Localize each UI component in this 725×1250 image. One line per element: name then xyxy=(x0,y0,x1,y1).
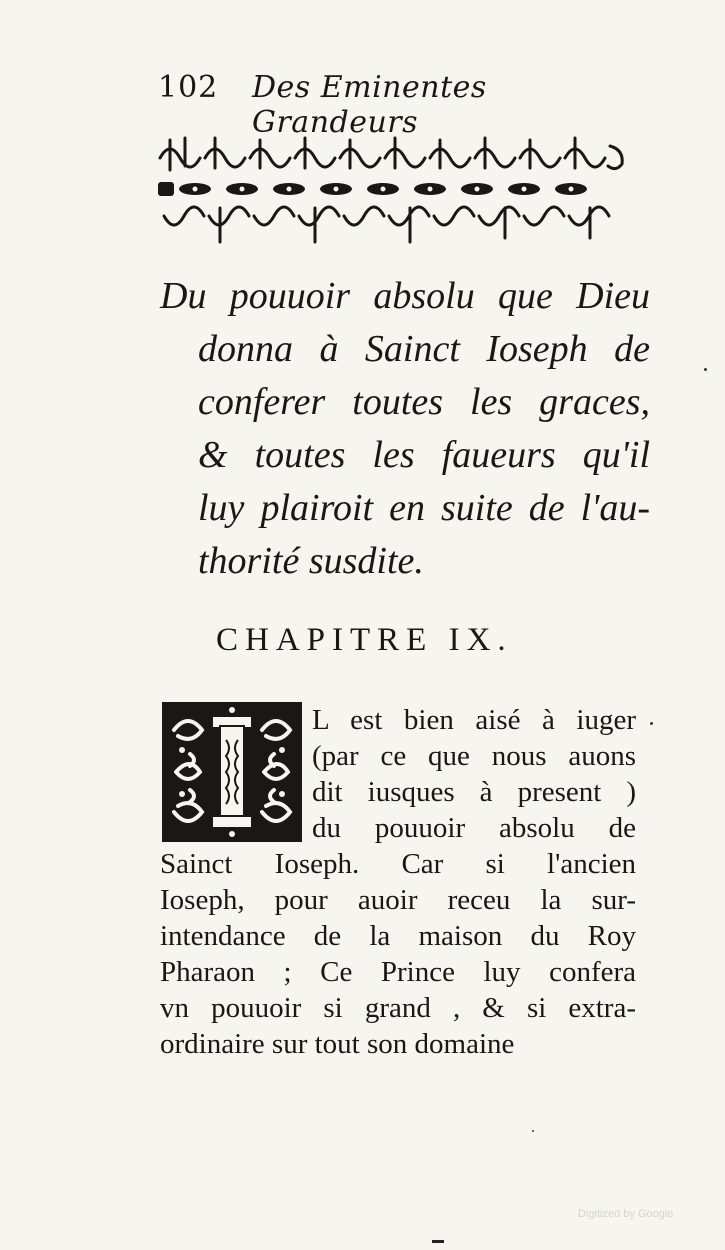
body-text xyxy=(160,702,636,1062)
watermark: Digitized by Google xyxy=(578,1208,674,1220)
heading-line: & toutes les faueurs qu'il xyxy=(198,434,650,476)
heading-line: conferer toutes les graces, xyxy=(198,381,650,423)
body-line: (par ce que nous auons xyxy=(312,740,636,772)
body-line: du pouuoir absolu de xyxy=(312,812,636,844)
fleuron-ornament xyxy=(150,128,650,248)
body-line: vn pouuoir si grand , & si extra- xyxy=(160,992,636,1024)
body-line: Sainct Ioseph. Car si l'ancien xyxy=(160,848,636,880)
heading-line: luy plairoit en suite de l'au- xyxy=(198,487,650,529)
body-line: L est bien aisé à iuger xyxy=(312,704,636,736)
body-line: ordinaire sur tout son domaine xyxy=(160,1028,515,1060)
body-line: intendance de la maison du Roy xyxy=(160,920,636,952)
heading-line: thorité susdite. xyxy=(198,540,424,582)
running-title: Des Eminentes Grandeurs xyxy=(252,70,487,140)
ink-speck xyxy=(704,368,707,371)
footer-mark xyxy=(432,1240,444,1243)
heading-line: Du pouuoir absolu que Dieu xyxy=(160,275,650,317)
chapter-title: CHAPITRE IX. xyxy=(216,622,513,658)
ink-speck xyxy=(650,722,653,725)
chapter-heading xyxy=(160,270,650,588)
body-line: dit iusques à present ) xyxy=(312,776,636,808)
body-line: Pharaon ; Ce Prince luy confera xyxy=(160,956,636,988)
running-head xyxy=(158,70,598,140)
body-line: Ioseph, pour auoir receu la sur- xyxy=(160,884,636,916)
ink-speck xyxy=(532,1130,534,1132)
page-number: 102 xyxy=(158,70,219,105)
heading-line: donna à Sainct Ioseph de xyxy=(198,328,650,370)
